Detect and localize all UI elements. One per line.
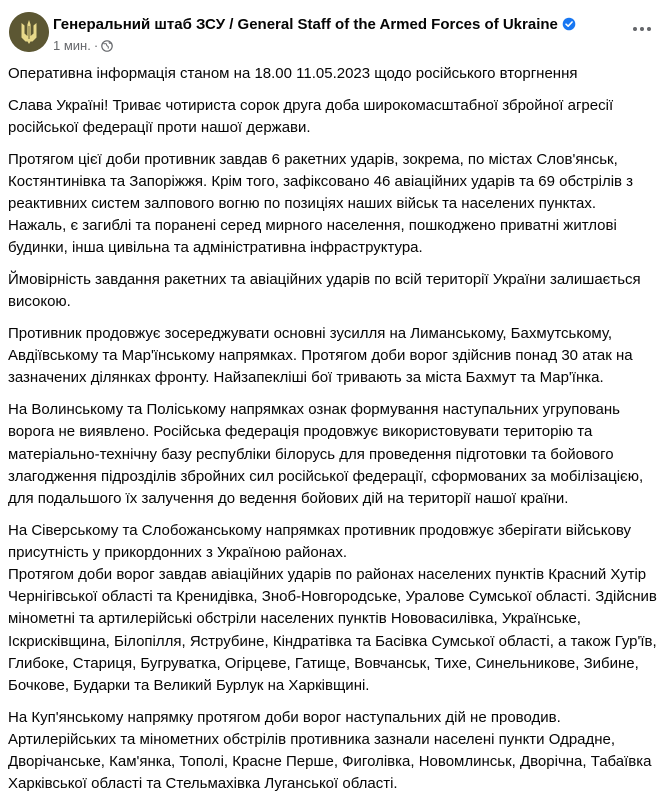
paragraph-text: Протягом цієї доби противник завдав 6 ракетних ударів, зокрема, по містах Слов'янськ, Костянтинівка та Запоріжжя. Крім того, зафіксовано 46 авіаційних ударів та 69 обстрілів з реактивних систем залпового вогню по позиціях наших військ та населених пунктах. Нажаль, є загиблі та поранені серед мирного населення, пошкоджено приватні житлові будинки, інша цивільна та адміністративна інфраструктура. bbox=[8, 150, 634, 257]
post-body bbox=[8, 63, 658, 805]
paragraph-text: Противник продовжує зосереджувати основні зусилля на Лиманському, Бахмутському, Авдіївському та Мар'їнському напрямках. Протягом доби ворог здійснив понад 30 атак на зазначених ділянках фронту. Найзапекліші бої тривають за міста Бахмут та Мар'їнка. bbox=[8, 325, 633, 387]
paragraph-text: Оперативна інформація станом на 18.00 11.05.2023 щодо російського вторгнення bbox=[8, 65, 578, 82]
paragraph-text: Ймовірність завдання ракетних та авіаційних ударів по всій території України залишається високою. bbox=[8, 271, 641, 311]
post-paragraph bbox=[8, 520, 658, 698]
post-paragraph bbox=[8, 707, 658, 796]
author-name-line bbox=[53, 16, 576, 35]
post-timestamp[interactable]: 1 мин. bbox=[53, 38, 91, 53]
post-paragraph bbox=[8, 399, 658, 510]
page-avatar[interactable] bbox=[9, 12, 49, 52]
paragraph-text: На Сіверському та Слобожанському напрямках противник продовжує зберігати військову присутність у прикордонних з Україною районах. bbox=[8, 521, 631, 561]
post-meta bbox=[53, 38, 113, 55]
meta-separator: · bbox=[93, 38, 99, 53]
post-paragraph bbox=[8, 323, 658, 390]
paragraph-text: На Волинському та Поліському напрямках ознак формування наступальних угруповань ворога не виявлено. Російська федерація продовжує використовувати територію та матеріально-технічну базу республіки білорусь для проведення підготовки та бойового злагодження підрозділів збройних сил російської федерації, сформованих за мобілізацією, для подальшого їх залучення до ведення бойових дій на території нашої країни. bbox=[8, 401, 644, 507]
globe-icon bbox=[101, 40, 113, 55]
trident-logo-icon bbox=[9, 12, 49, 52]
post-paragraph bbox=[8, 149, 658, 260]
paragraph-text: Слава Україні! Триває чотириста сорок друга доба широкомасштабної збройної агресії російської федерації проти нашої держави. bbox=[8, 96, 614, 136]
paragraph-text: На Куп'янському напрямку протягом доби ворог наступальних дій не проводив. Артилерійських та мінометних обстрілів противника зазнали населені пункти Одрадне, Дворічанське, Кам'янка, Тополі, Красне Перше, Фиголівка, Новомлинськ, Дворічна, Табаївка Харківської області та Стельмахівка Луганської області. bbox=[8, 708, 652, 793]
author-name[interactable]: Генеральний штаб ЗСУ / General Staff of the Armed Forces of Ukraine bbox=[53, 16, 558, 33]
post-paragraph bbox=[8, 269, 658, 313]
post-header bbox=[8, 10, 661, 62]
verified-badge-icon bbox=[562, 17, 576, 35]
post-paragraph bbox=[8, 95, 658, 139]
post-paragraph bbox=[8, 63, 658, 85]
more-options-icon[interactable] bbox=[631, 22, 653, 34]
paragraph-text: Протягом доби ворог завдав авіаційних ударів по районах населених пунктів Красний Хутір Чернігівської області та Кренидівка, Зноб-Новгородське, Уралове Сумської області. Здійснив мінометні та артилерійські обстріли населених пунктів Нововасилівка, Українське, Іскрисківщина, Білопілля, Яструбине, Кіндратівка та Басівка Сумської області, а також Гур'їв, Глибоке, Стариця, Бугруватка, Огірцеве, Гатище, Вовчанськ, Тихе, Синельникове, Зибине, Бочкове, Бударки та Великий Бурлук на Харківщині. bbox=[8, 566, 657, 695]
